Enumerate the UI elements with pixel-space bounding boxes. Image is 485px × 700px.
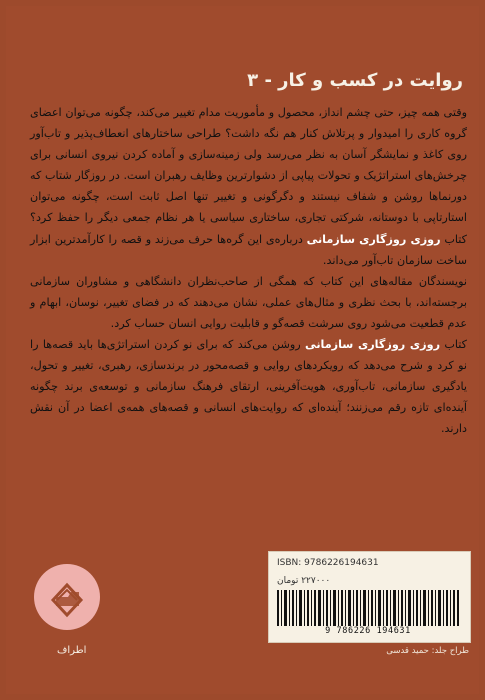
book-name-highlight: روزی روزگاری سازمانی (306, 232, 441, 246)
isbn-barcode-box (268, 551, 471, 643)
cover-panel (6, 6, 479, 694)
paragraph-3 (30, 334, 467, 439)
publisher-name: اطراف (57, 645, 87, 656)
text-segment: وقتی همه چیز، حتی چشم انداز، محصول و مأموریت مدام تغییر می‌کند، چگونه می‌توان اعضای گروه کاری را امیدوار و پرتلاش کنار هم نگه داشت؟ طراحی ساختارهای انعطاف‌پذیر و تاب‌آور روی کاغذ و نمایشگر آسان به نظر می‌رسد ولی زمینه‌سازی و آماده کردن نیروی انسانی برای چرخش‌های استراتژیک و تحولات پیاپی از دشوارترین وظایف رهبران است. در روزگار شتاب که دورنماها روشن و شفاف نیستند و دگرگونی و تغییر تنها اصل ثابت است، چگونه می‌توان استارتاپی با دوستانه، شرکتی تجاری، ساختاری سیاسی یا هر نظام جمعی دیگر را حفظ کرد؟ کتاب (30, 106, 468, 246)
barcode-number: 9 786226 194631 (325, 626, 411, 636)
book-name-highlight: روزی روزگاری سازمانی (305, 338, 441, 352)
text-segment: روشن می‌کند که برای نو کردن استراتژی‌ها باید قصه‌ها را نو کرد و شرح می‌دهد که رویکردهای روایی و قصه‌محور در برندسازی، رهبری، تغییر و تحول، یادگیری سازمانی، تاب‌آوری، هویت‌آفرینی، ارتقای فرهنگ سازمانی و توسعه‌ی برند چگونه آینده‌ای تازه رقم می‌زنند؛ آینده‌ای که روایت‌های انسانی و قصه‌های همه‌ی اعضا در آن نقش دارند. (30, 338, 467, 436)
barcode-icon (277, 590, 459, 626)
price-text: ۲۲۷۰۰۰ تومان (277, 576, 331, 586)
isbn-text: ISBN: 9786226194631 (277, 558, 379, 568)
publisher-logo-icon (44, 572, 90, 618)
paragraph-2 (30, 271, 467, 334)
text-segment: کتاب (440, 338, 468, 352)
text-segment: درباره‌ی این گره‌ها حرف می‌زند و قصه را کارآمدترین ابزار ساخت سازمان تاب‌آور می‌داند. (30, 232, 467, 267)
text-segment: نویسندگان مقاله‌های این کتاب که همگی از صاحب‌نظران دانشگاهی و مشاوران سازمانی برجسته‌اند، با بحث نظری و مثال‌های عملی، نشان می‌دهند که در فضای تغییر، نوسان، ابهام و عدم قطعیت می‌شود روی سرشت قصه‌گو و قابلیت روایی انسان حساب کرد. (30, 274, 467, 330)
book-title: روایت در کسب و کار - ۳ (247, 70, 463, 91)
cover-description (30, 102, 467, 440)
cover-designer: طراح جلد: حمید قدسی (386, 646, 469, 656)
publisher-logo (34, 564, 100, 630)
paragraph-1 (30, 102, 467, 271)
